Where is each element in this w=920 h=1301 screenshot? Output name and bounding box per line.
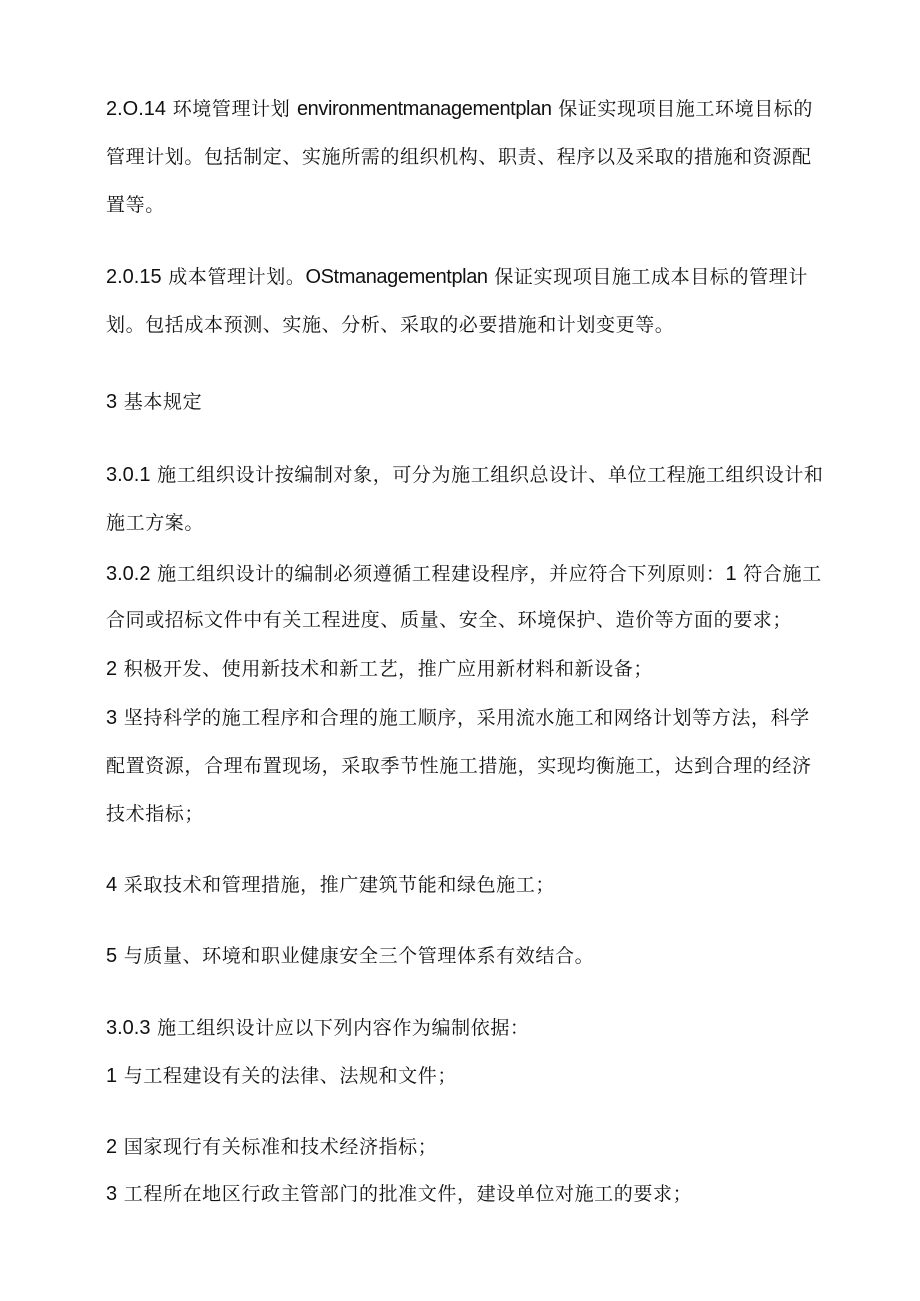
list-item-3-line-2 — [106, 753, 836, 779]
paragraph-3-0-3 — [106, 1015, 836, 1041]
body-text: 合同或招标文件中有关工程进度、质量、安全、环境保护、造价等方面的要求； — [106, 609, 793, 631]
item-number: 1 — [725, 563, 737, 585]
body-text: 工程所在地区行政主管部门的批准文件，建设单位对施工的要求； — [123, 1183, 693, 1205]
clause-number: 2.0.15 — [106, 266, 162, 288]
body-text: 国家现行有关标准和技术经济指标； — [123, 1136, 438, 1158]
clause-number: 3.0.1 — [106, 464, 151, 486]
body-text: 施工组织设计的编制必须遵循工程建设程序，并应符合下列原则： — [157, 563, 726, 585]
paragraph-2-0-14-line-3 — [106, 192, 836, 218]
clause-number: 3.0.3 — [106, 1017, 151, 1039]
basis-item-3 — [106, 1181, 836, 1207]
term-en: environmentmanagementplan — [296, 98, 552, 120]
item-number: 2 — [106, 1136, 118, 1158]
item-number: 3 — [106, 707, 118, 729]
body-text: 与质量、环境和职业健康安全三个管理体系有效结合。 — [123, 945, 595, 967]
body-text: 坚持科学的施工程序和合理的施工顺序，采用流水施工和网络计划等方法，科学 — [123, 707, 810, 729]
body-text: 施工组织设计应以下列内容作为编制依据： — [157, 1017, 530, 1039]
section-number: 3 — [106, 391, 118, 413]
item-number: 4 — [106, 874, 118, 896]
body-text: 划。包括成本预测、实施、分析、采取的必要措施和计划变更等。 — [106, 314, 675, 336]
list-item-4 — [106, 872, 836, 898]
list-item-2 — [106, 656, 836, 682]
basis-item-1 — [106, 1063, 836, 1089]
section-heading-3 — [106, 389, 836, 415]
paragraph-3-0-1-line-1 — [106, 462, 836, 488]
paragraph-3-0-2-line-2 — [106, 607, 836, 633]
basis-item-2 — [106, 1134, 836, 1160]
item-number: 3 — [106, 1183, 118, 1205]
body-text: 施工方案。 — [106, 512, 205, 534]
list-item-3-line-3 — [106, 801, 836, 827]
term-cn: 成本管理计划。 — [168, 266, 306, 288]
definition-text: 保证实现项目施工成本目标的管理计 — [494, 266, 808, 288]
list-item-5 — [106, 943, 836, 969]
body-text: 管理计划。包括制定、实施所需的组织机构、职责、程序以及采取的措施和资源配 — [106, 146, 812, 168]
body-text: 符合施工 — [743, 563, 822, 585]
clause-number: 3.0.2 — [106, 563, 151, 585]
definition-text: 保证实现项目施工环境目标的 — [558, 98, 814, 120]
term-en: OStmanagementplan — [305, 266, 488, 288]
body-text: 置等。 — [106, 194, 165, 216]
paragraph-2-0-15-line-1 — [106, 264, 836, 290]
section-title: 基本规定 — [123, 391, 203, 413]
term-cn: 环境管理计划 — [172, 98, 291, 120]
body-text: 采取技术和管理措施，推广建筑节能和绿色施工； — [123, 874, 555, 896]
paragraph-2-0-14-line-2 — [106, 144, 836, 170]
paragraph-2-0-15-line-2 — [106, 312, 836, 338]
body-text: 配置资源，合理布置现场，采取季节性施工措施，实现均衡施工，达到合理的经济 — [106, 755, 812, 777]
item-number: 1 — [106, 1065, 118, 1087]
paragraph-3-0-2-line-1 — [106, 561, 836, 587]
body-text: 积极开发、使用新技术和新工艺，推广应用新材料和新设备； — [123, 658, 653, 680]
item-number: 2 — [106, 658, 118, 680]
clause-number: 2.O.14 — [106, 98, 167, 120]
body-text: 施工组织设计按编制对象，可分为施工组织总设计、单位工程施工组织设计和 — [157, 464, 824, 486]
item-number: 5 — [106, 945, 118, 967]
body-text: 与工程建设有关的法律、法规和文件； — [123, 1065, 457, 1087]
list-item-3-line-1 — [106, 705, 836, 731]
body-text: 技术指标； — [106, 803, 205, 825]
paragraph-2-0-14-line-1 — [106, 96, 836, 122]
paragraph-3-0-1-line-2 — [106, 510, 836, 536]
